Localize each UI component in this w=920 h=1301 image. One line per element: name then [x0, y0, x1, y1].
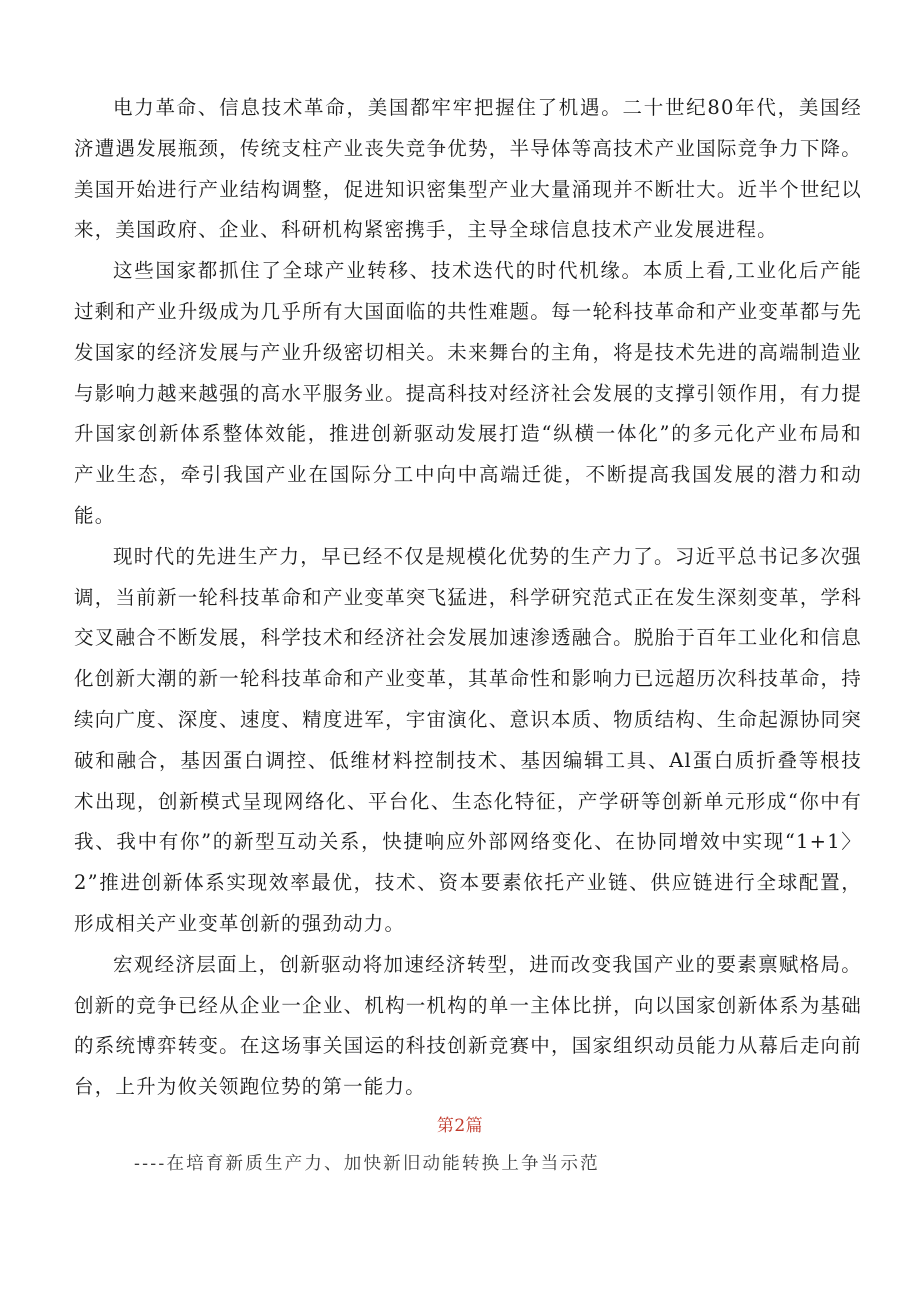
paragraph-1: 电力革命、信息技术革命，美国都牢牢把握住了机遇。二十世纪80年代，美国经济遭遇发展瓶颈，传统支柱产业丧失竞争优势，半导体等高技术产业国际竞争力下降。美国开始进行产业结构调整，促进知识密集型产业大量涌现并不断壮大。近半个世纪以来，美国政府、企业、科研机构紧密携手，主导全球信息技术产业发展进程。 — [74, 96, 862, 242]
section-subtitle: ----在培育新质生产力、加快新旧动能转换上争当示范 — [134, 1154, 600, 1174]
body-text — [74, 88, 862, 1108]
paragraph-2: 这些国家都抓住了全球产业转移、技术迭代的时代机缘。本质上看,工业化后产能过剩和产业升级成为几乎所有大国面临的共性难题。每一轮科技革命和产业变革都与先发国家的经济发展与产业升级密切相关。未来舞台的主角，将是技术先进的高端制造业与影响力越来越强的高水平服务业。提高科技对经济社会发展的支撑引领作用，有力提升国家创新体系整体效能，推进创新驱动发展打造“纵横一体化”的多元化产业布局和产业生态，牵引我国产业在国际分工中向中高端迁徙，不断提高我国发展的潜力和动能。 — [74, 259, 862, 527]
section-heading: 第2篇 — [436, 1116, 484, 1136]
paragraph-4: 宏观经济层面上，创新驱动将加速经济转型，进而改变我国产业的要素禀赋格局。创新的竞争已经从企业一企业、机构一机构的单一主体比拼，向以国家创新体系为基础的系统博弈转变。在这场事关国运的科技创新竞赛中，国家组织动员能力从幕后走向前台，上升为攸关领跑位势的第一能力。 — [74, 952, 862, 1099]
paragraph-3: 现时代的先进生产力，早已经不仅是规模化优势的生产力了。习近平总书记多次强调，当前新一轮科技革命和产业变革突飞猛进，科学研究范式正在发生深刻变革，学科交叉融合不断发展，科学技术和经济社会发展加速渗透融合。脱胎于百年工业化和信息化创新大潮的新一轮科技革命和产业变革，其革命性和影响力已远超历次科技革命，持续向广度、深度、速度、精度进军，宇宙演化、意识本质、物质结构、生命起源协同突破和融合，基因蛋白调控、低维材料控制技术、基因编辑工具、Al蛋白质折叠等根技术出现，创新模式呈现网络化、平台化、生态化特征，产学研等创新单元形成“你中有我、我中有你”的新型互动关系，快捷响应外部网络变化、在协同增效中实现“1+1〉2”推进创新体系实现效率最优，技术、资本要素依托产业链、供应链进行全球配置，形成相关产业变革创新的强劲动力。 — [74, 544, 862, 935]
